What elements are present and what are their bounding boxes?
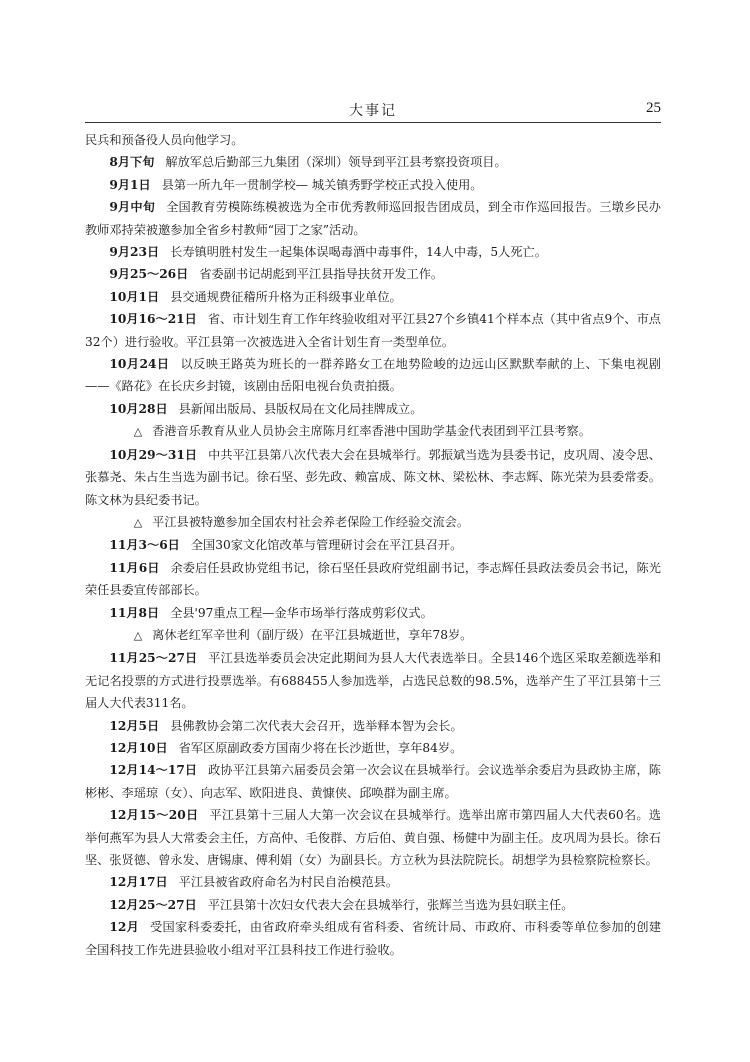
event-entry <box>85 241 661 263</box>
event-entry <box>85 196 661 241</box>
event-list <box>85 151 661 961</box>
event-text: 平江县第十次妇女代表大会在县城举行，张辉兰当选为县妇联主任。 <box>207 897 574 912</box>
event-date: 12月10日 <box>109 740 168 755</box>
event-date: 9月1日 <box>109 177 151 192</box>
event-date: 12月14～17日 <box>109 763 198 778</box>
event-entry <box>85 398 661 420</box>
event-date: 9月23日 <box>109 245 160 260</box>
event-entry <box>85 263 661 285</box>
event-entry <box>85 602 661 624</box>
event-date: 10月28日 <box>109 401 168 416</box>
event-date: 12月 <box>109 920 140 935</box>
event-date: 10月1日 <box>109 289 160 304</box>
event-entry <box>85 286 661 308</box>
event-text: 省委副书记胡彪到平江县指导扶贫开发工作。 <box>199 267 444 282</box>
event-text: 余委启任县政协党组书记，徐石坚任县政府党组副书记，李志辉任县政法委员会书记，陈光荣任县委宣传部部长。 <box>85 560 661 598</box>
event-entry <box>85 308 661 353</box>
event-text: 受国家科委委托，由省政府牵头组成有省科委、省统计局、市政府、市科委等单位参加的创建全国科技工作先进县验收小组对平江县科技工作进行验收。 <box>85 920 662 957</box>
triangle-marker-icon: △ <box>133 515 143 529</box>
event-date: 10月16～21日 <box>109 312 197 327</box>
event-entry <box>85 916 661 961</box>
event-entry <box>85 715 661 737</box>
event-date: 9月中旬 <box>109 200 156 215</box>
header-title: 大事记 <box>349 103 397 119</box>
event-text: 香港音乐教育从业人员协会主席陈月红率香港中国助学基金代表团到平江县考察。 <box>152 424 591 439</box>
event-entry <box>85 353 661 398</box>
event-text: 以反映王路英为班长的一群养路女工在地势险峻的边远山区默默奉献的上、下集电视剧——《路花》在长庆乡封镜，该剧由岳阳电视台负责拍摄。 <box>85 357 661 394</box>
event-entry <box>85 894 661 916</box>
event-text: 省军区原副政委方国南少将在长沙逝世，享年84岁。 <box>178 740 463 755</box>
event-text: 平江县选举委员会决定此期间为县人大代表选举日。全县146个选区采取差额选举和无记名投票的方式进行投票选举。有688455人参加选举，占选民总数的98.5%，选举产生了平江县第十三届人大代表311名。 <box>85 651 661 711</box>
event-entry <box>85 511 661 534</box>
event-entry <box>85 444 661 511</box>
event-text: 平江县被省政府命名为村民自治模范县。 <box>178 875 399 890</box>
event-text: 县交通规费征稽所升格为正科级事业单位。 <box>170 289 402 304</box>
event-entry <box>85 804 661 871</box>
event-text: 县新闻出版局、县版权局在文化局挂牌成立。 <box>178 401 423 416</box>
running-header <box>85 100 661 123</box>
event-entry <box>85 647 661 714</box>
event-date: 11月6日 <box>109 560 160 575</box>
triangle-marker-icon: △ <box>133 425 143 439</box>
event-date: 8月下旬 <box>109 155 155 170</box>
event-date: 9月25～26日 <box>109 267 189 282</box>
event-entry <box>85 624 661 647</box>
event-text: 全国教育劳模陈练模被选为全市优秀教师巡回报告团成员，到全市作巡回报告。三墩乡民办教师邓持荣被邀参加全省乡村教师“园丁之家”活动。 <box>85 200 661 237</box>
event-text: 解放军总后勤部三九集团（深圳）领导到平江县考察投资项目。 <box>165 155 507 170</box>
event-date: 12月17日 <box>109 875 168 890</box>
event-date: 10月24日 <box>109 357 170 372</box>
event-date: 11月8日 <box>109 605 160 620</box>
event-text: 长寿镇明胜村发生一起集体误喝毒酒中毒事件，14人中毒，5人死亡。 <box>170 245 547 260</box>
event-text: 县第一所九年一贯制学校— 城关镇秀野学校正式投入使用。 <box>161 177 483 192</box>
event-entry <box>85 174 661 196</box>
event-date: 12月25～27日 <box>109 897 197 912</box>
event-text: 省、市计划生育工作年终验收组对平江县27个乡镇41个样本点（其中省点9个、市点32个）进行验收。平江县第一次被选进入全省计划生育一类型单位。 <box>85 312 661 349</box>
event-entry <box>85 557 661 602</box>
event-text: 政协平江县第六届委员会第一次会议在县城举行。会议选举余委启为县政协主席，陈彬彬、李瑶琼（女）、向志军、欧阳进良、黄慷侠、邱唤群为副主席。 <box>85 763 661 800</box>
event-text: 中共平江县第八次代表大会在县城举行。郭振斌当选为县委书记，皮巩周、凌令思、张慕尧、朱占生当选为副书记。徐石坚、彭先政、赖富成、陈文林、梁松林、李志辉、陈光荣为县委常委。陈文林为县纪委书记。 <box>85 447 661 507</box>
event-entry <box>85 759 661 804</box>
event-date: 11月3～6日 <box>109 538 180 553</box>
event-entry <box>85 534 661 556</box>
event-date: 10月29～31日 <box>109 447 198 462</box>
event-text: 县佛教协会第二次代表大会召开，选举释本智为会长。 <box>170 718 463 733</box>
event-date: 12月15～20日 <box>109 808 199 823</box>
event-entry <box>85 151 661 173</box>
chronicle-body <box>85 129 661 961</box>
event-text: 平江县被特邀参加全国农村社会养老保险工作经验交流会。 <box>152 514 470 529</box>
event-text: 平江县第十三届人大第一次会议在县城举行。选举出席市第四届人大代表60名。选举何燕军为县人大常委会主任，方高仲、毛俊群、方后伯、黄自强、杨健中为副主任。皮巩周为县长。徐石坚、张贤德、曾永发、唐锡康、傅利娟（女）为副县长。方立秋为县法院院长。胡想学为县检察院检察长。 <box>85 808 661 867</box>
event-entry <box>85 420 661 443</box>
event-text: 全国30家文化馆改革与管理研讨会在平江县召开。 <box>190 538 463 553</box>
event-entry <box>85 871 661 893</box>
event-text: 全县'97重点工程—金华市场举行落成剪彩仪式。 <box>170 605 433 620</box>
continuation-paragraph: 民兵和预备役人员向他学习。 <box>85 133 244 147</box>
event-date: 12月5日 <box>109 718 160 733</box>
event-text: 离休老红军辛世利（副厅级）在平江县城逝世，享年78岁。 <box>152 627 473 642</box>
page-number: 25 <box>646 100 661 116</box>
triangle-marker-icon: △ <box>133 628 143 642</box>
event-date: 11月25～27日 <box>109 651 198 666</box>
event-entry <box>85 737 661 759</box>
